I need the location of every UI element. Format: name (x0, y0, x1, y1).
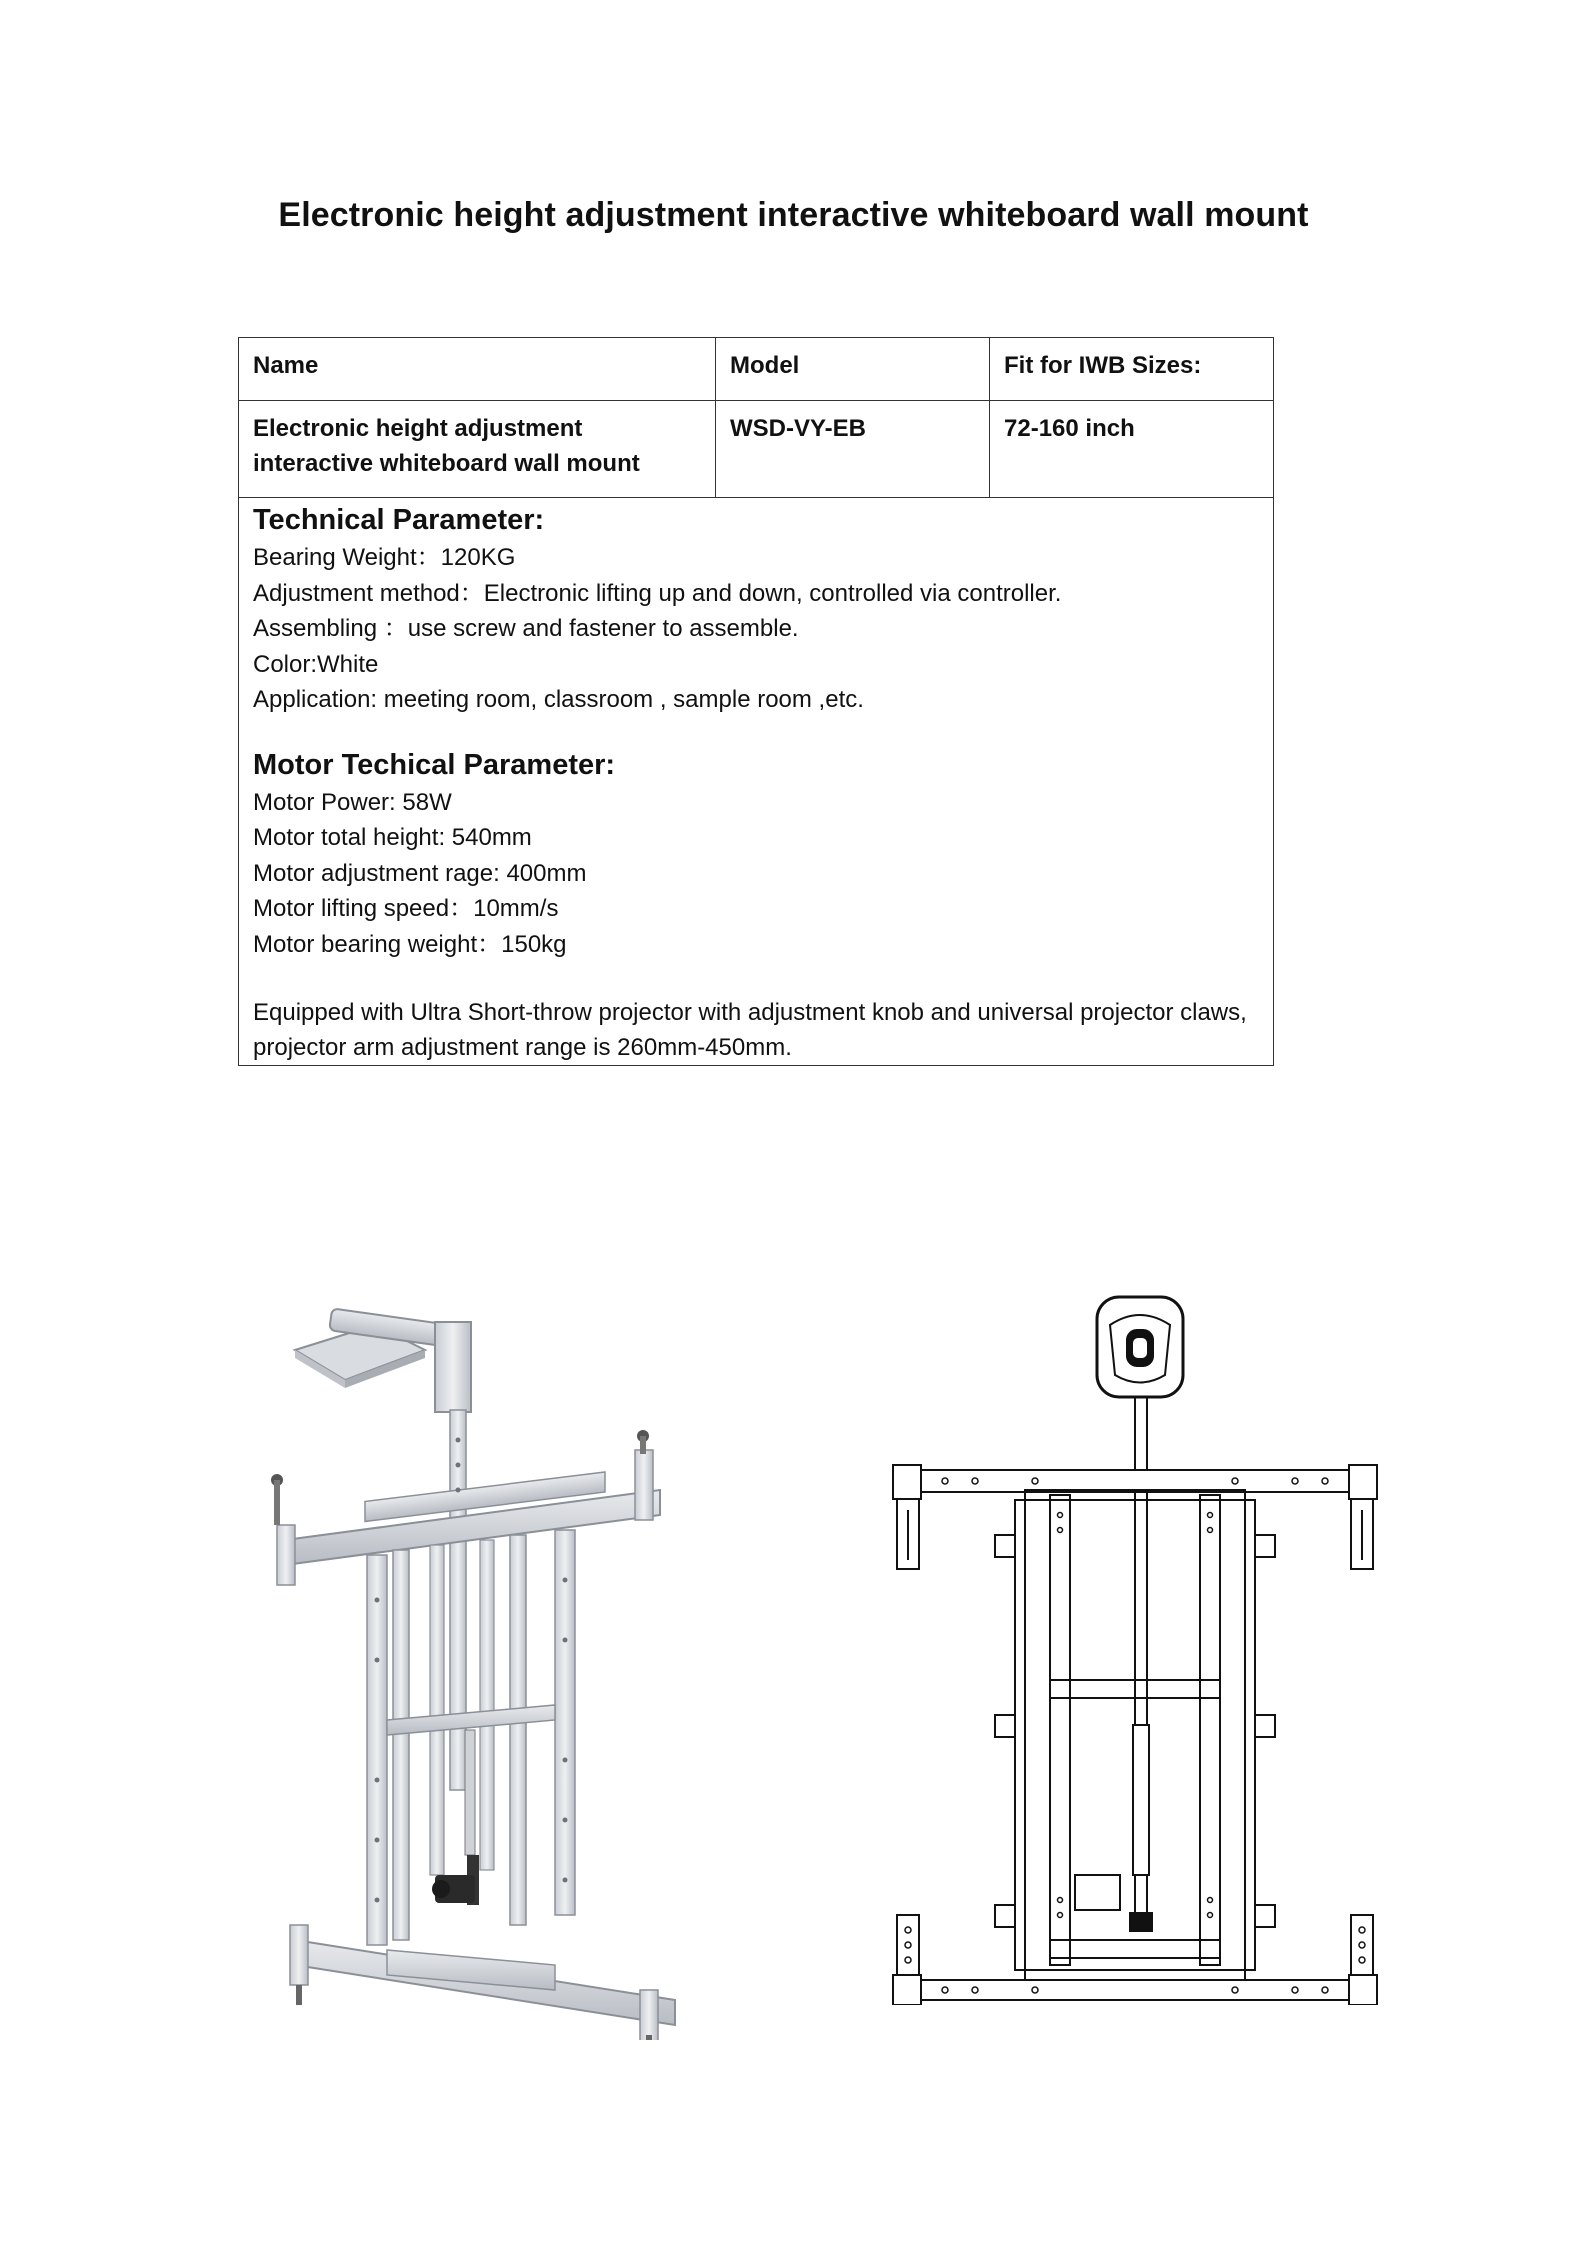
product-size: 72-160 inch (990, 401, 1274, 498)
technical-line: Adjustment method：Electronic lifting up and down, controlled via controller. (253, 579, 1062, 607)
page-title: Electronic height adjustment interactive whiteboard wall mount (278, 196, 1309, 234)
header-name: Name (239, 338, 716, 401)
motor-parameter-title: Motor Techical Parameter: (253, 748, 616, 781)
product-model: WSD-VY-EB (716, 401, 990, 498)
technical-parameter-title: Technical Parameter: (253, 504, 545, 536)
table-row (239, 401, 1274, 498)
wall-mount-photo-icon (255, 1300, 695, 2040)
technical-line: Application: meeting room, classroom , sample room ,etc. (253, 686, 864, 713)
technical-line: Bearing Weight：120KG (253, 544, 516, 571)
motor-line: Motor adjustment rage: 400mm (253, 859, 587, 887)
motor-line: Motor Power: 58W (253, 788, 452, 816)
motor-line: Motor total height: 540mm (253, 824, 532, 851)
motor-line: Motor bearing weight：150kg (253, 930, 567, 958)
parameters-row (239, 498, 1274, 1066)
header-model: Model (716, 338, 990, 401)
spec-table (238, 337, 1274, 1066)
projector-note: Equipped with Ultra Short-throw projector with adjustment knob and universal projector claws, projector arm adjustment range is 260mm-450mm. (253, 999, 1247, 1061)
wall-mount-line-drawing-icon (885, 1285, 1385, 2005)
product-name: Electronic height adjustment interactive whiteboard wall mount (239, 401, 716, 498)
header-fit-size: Fit for IWB Sizes: (990, 338, 1274, 401)
technical-line: Color:White (253, 650, 379, 678)
parameters-cell (239, 498, 1274, 1066)
table-header-row (239, 338, 1274, 401)
technical-line: Assembling ：use screw and fastener to assemble. (253, 615, 799, 642)
motor-line: Motor lifting speed：10mm/s (253, 895, 559, 922)
